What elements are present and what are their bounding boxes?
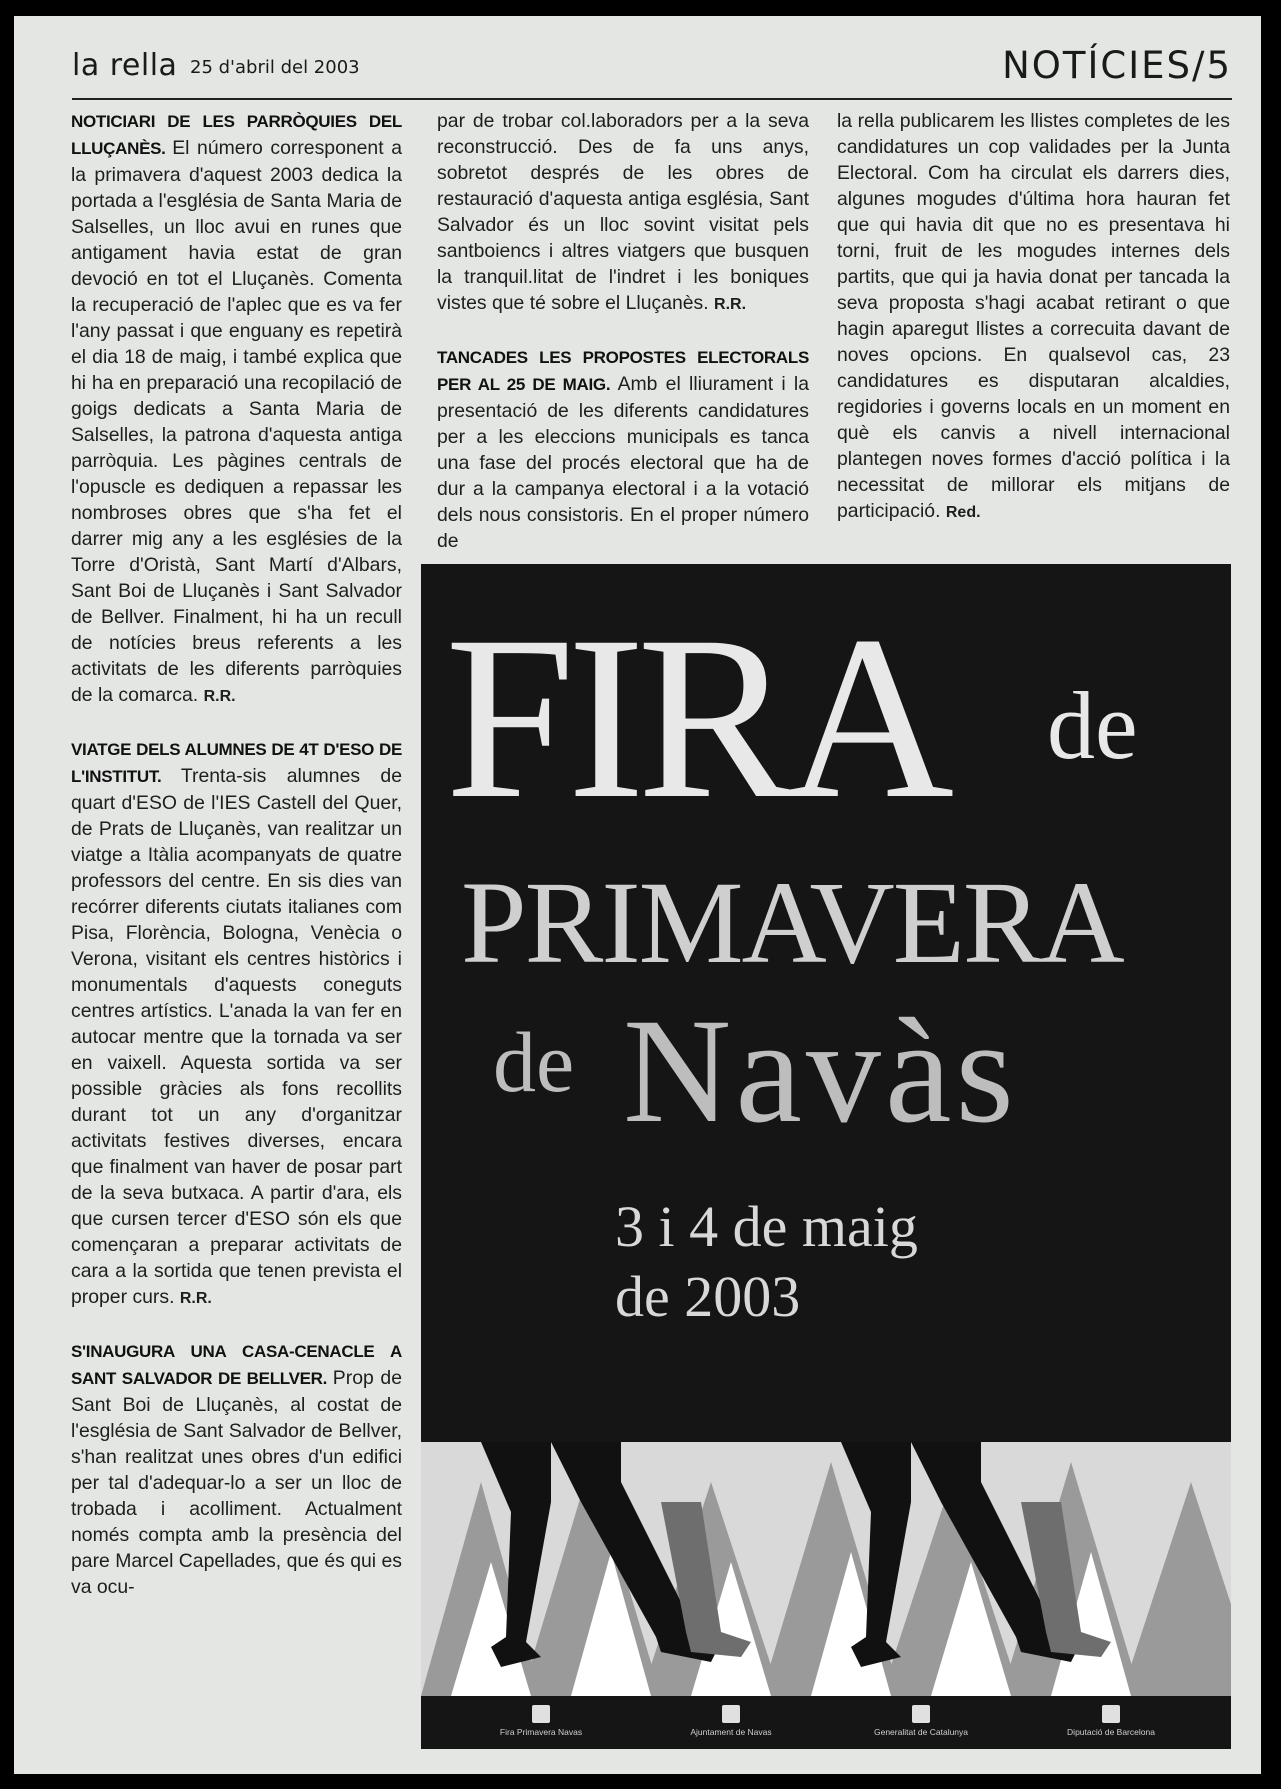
article-signature: R.R.	[714, 296, 747, 313]
article-casa-cenacle	[71, 1338, 402, 1600]
poster-title-primavera: PRIMAVERA	[461, 857, 1123, 988]
poster-title-navas: Navàs	[623, 988, 1018, 1154]
article-heading: NOTICIARI DE LES PARRÒQUIES DEL LLUÇANÈS.	[71, 112, 402, 158]
generalitat-logo-icon	[912, 1705, 930, 1723]
article-viatge	[71, 736, 402, 1312]
newspaper-page	[14, 16, 1261, 1774]
fira-logo-icon	[532, 1705, 550, 1723]
sponsor-logo-ajuntament	[651, 1705, 811, 1737]
poster-title-de: de	[1047, 672, 1138, 779]
article-body: Prop de Sant Boi de Lluçanès, al costat de l'església de Sant Salvador de Bellver, s'han realitzat unes obres d'un edifici per tal d'adequar-lo a ser un lloc de trobada i acolliment. Actualment només compta amb la presència del pare Marcel Capellades, que és qui es va ocu-	[71, 1367, 402, 1598]
poster-dates: 3 i 4 de maig de 2003	[615, 1194, 918, 1329]
sponsor-logo-diputacio	[1031, 1705, 1191, 1737]
diputacio-logo-icon	[1102, 1705, 1120, 1723]
article-heading: TANCADES LES PROPOSTES ELECTORALS PER AL 25 DE MAIG.	[437, 348, 809, 394]
sponsor-label: Ajuntament de Navas	[690, 1727, 772, 1737]
publication-name: la rella	[72, 48, 178, 83]
article-signature: R.R.	[203, 688, 236, 705]
sponsor-logos-bar	[421, 1699, 1231, 1749]
poster-walking-legs-illustration	[421, 1442, 1231, 1696]
sponsor-label: Fira Primavera Navas	[499, 1727, 583, 1737]
fira-primavera-poster	[421, 564, 1231, 1749]
article-parroquies	[71, 108, 402, 710]
header-rule	[72, 98, 1232, 100]
article-continuation: la rella publicarem les llistes completes de les candidatures un cop validades per la Junta Electoral. Com ha circulat els darrers dies, algunes mogudes d'última hora hauran fet que qui havia dit que no es presentava hi torni, fruit de les mogudes internes dels partits, que qui ja havia donat per tancada la seva proposta s'hagi acabat retirant o que hagin aparegut llistes a correcuita davant de noves opcions. En qualsevol cas, 23 candidatures es disputaran alcaldies, regidories i governs locals en un moment en què els canvis a nivell internacional plantegen noves formes d'acció política i la necessitat de millorar els mitjans de participació.	[837, 110, 1230, 522]
article-signature: Red.	[945, 504, 981, 521]
page-header	[72, 44, 1232, 100]
column-2	[437, 108, 809, 580]
article-casa-cenacle-cont	[437, 108, 809, 318]
article-continuation: par de trobar col.laboradors per a la seva reconstrucció. Des de fa uns anys, sobretot després de les obres de restauració d'aquesta antiga església, Sant Salvador és un lloc sovint visitat pels santboiencs i altres viatgers que busquen la tranquil.litat de l'indret i les boniques vistes que té sobre el Lluçanès.	[437, 110, 809, 314]
article-heading: S'INAUGURA UNA CASA-CENACLE A SANT SALVADOR DE BELLVER.	[71, 1342, 402, 1388]
sponsor-logo-fira	[461, 1705, 621, 1737]
sponsor-logo-generalitat	[841, 1705, 1001, 1737]
issue-date: 25 d'abril del 2003	[190, 57, 360, 78]
article-body: Trenta-sis alumnes de quart d'ESO de l'IES Castell del Quer, de Prats de Lluçanès, van realitzar un viatge a Itàlia acompanyats de quatre professors del centre. En sis dies van recórrer diferents ciutats italianes com Pisa, Florència, Bologna, Venècia o Verona, visitant els centres històrics i monumentals d'aquests coneguts centres artístics. L'anada la van fer en autocar mentre que la tornada va ser en vaixell. Aquesta sortida va ser possible gràcies als fons recollits durant tot un any d'organitzar activitats festives diverses, encara que finalment van haver de posar part de la seva butxaca. A partir d'ara, els que cursen tercer d'ESO són els que començaran a preparar activitats de cara a la sortida que tenen prevista el proper curs.	[71, 765, 402, 1308]
poster-title-fira: FIRA	[445, 587, 947, 847]
article-body: El número corresponent a la primavera d'aquest 2003 dedica la portada a l'església de Santa Maria de Salselles, un lloc avui en runes que antigament havia estat de gran devoció en tot el Lluçanès. Comenta la recuperació de l'aplec que es va fer l'any passat i que enguany es repetirà el dia 18 de maig, i també explica que hi ha en preparació una recopilació de goigs dedicats a Santa Maria de Salselles, la patrona d'aquesta antiga parròquia. Les pàgines centrals de l'opuscle es dediquen a repassar les nombroses obres que s'ha fet el darrer mig any a les esglésies de la Torre d'Oristà, Sant Martí d'Albars, Sant Boi de Lluçanès i Sant Salvador de Bellver. Finalment, hi ha un recull de notícies breus referents a les activitats de les diferents parròquies de la comarca.	[71, 137, 402, 706]
article-eleccions	[437, 344, 809, 554]
article-signature: R.R.	[179, 1290, 212, 1307]
poster-title-de-2: de	[493, 1014, 575, 1110]
coat-of-arms-icon	[722, 1705, 740, 1723]
column-1	[71, 108, 402, 1600]
section-page-label: NOTÍCIES/5	[1002, 44, 1232, 87]
sponsor-label: Diputació de Barcelona	[1067, 1727, 1155, 1737]
article-body: Amb el lliurament i la presentació de les diferents candidatures per a les eleccions municipals es tanca una fase del procés electoral que ha de dur a la campanya electoral i a la votació dels nous consistoris. En el proper número de	[437, 373, 809, 552]
sponsor-label: Generalitat de Catalunya	[873, 1727, 969, 1737]
article-eleccions-cont	[837, 108, 1230, 526]
article-heading: VIATGE DELS ALUMNES DE 4T D'ESO DE L'INSTITUT.	[71, 740, 402, 786]
column-3	[837, 108, 1230, 552]
